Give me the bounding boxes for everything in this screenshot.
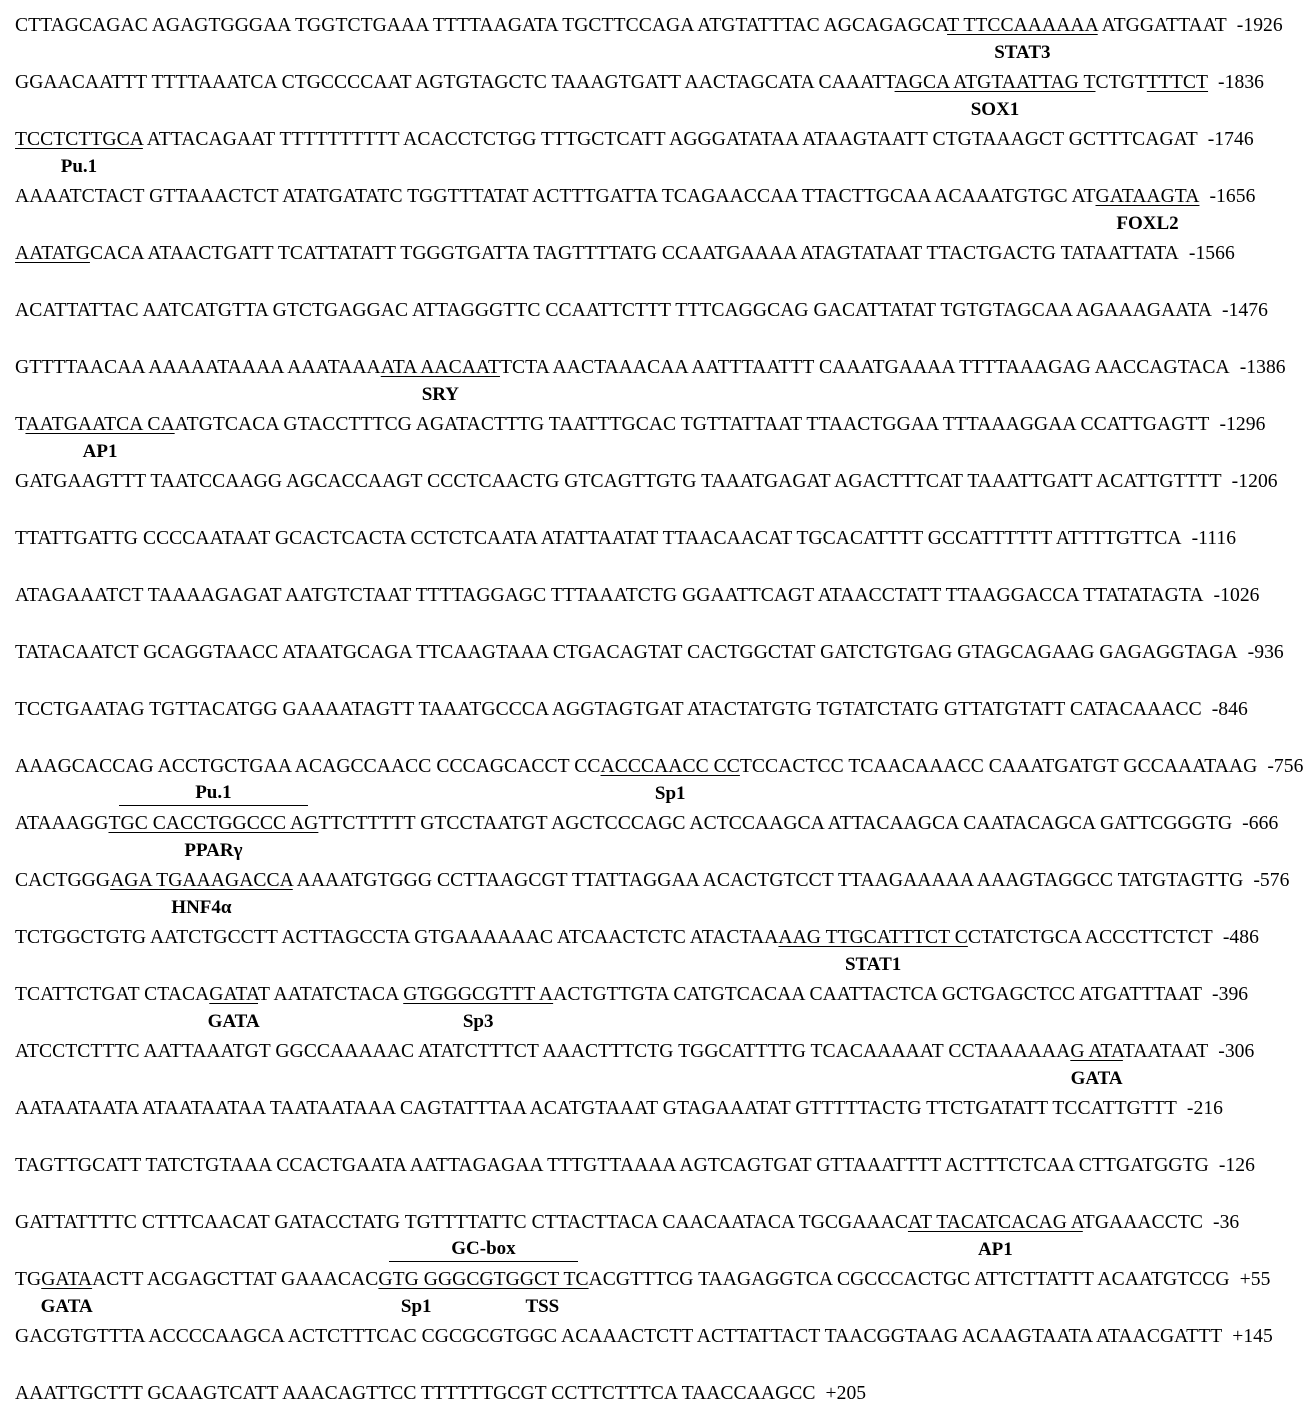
sequence-text: ATAAAGG [15, 813, 109, 834]
position-number: -1746 [1207, 129, 1254, 150]
sequence-line [15, 299, 1268, 323]
sequence-text: ATGTCACA GTACCTTTCG AGATACTTTG TAATTTGCAC TGTTATTAAT TTAACTGGAA TTTAAAGGAA CCATTGAGTT [174, 414, 1210, 435]
sequence-text: ATCCTCTTTC AATTAAATGT GGCCAAAAAC ATATCTTTCT AAACTTTCTG TGGCATTTTG TCACAAAAAT CCTAAAAAA [15, 1041, 1071, 1062]
sequence-line [15, 413, 1266, 437]
position-number: -1926 [1236, 15, 1283, 36]
tf-label: AP1 [82, 441, 118, 462]
sequence-text: GATTATTTTC CTTTCAACAT GATACCTATG TGTTTTATTC CTTACTTACA CAACAATACA TGCGAAAC [15, 1212, 908, 1233]
tf-label: Pu.1 [60, 156, 98, 177]
binding-site: AT TACATCACAG A [907, 1212, 1083, 1233]
sequence-text: TG [15, 1269, 42, 1290]
sequence-line [15, 1097, 1260, 1121]
sequence-line [15, 1040, 1260, 1064]
sequence-line [15, 71, 1265, 95]
sequence-line [15, 641, 1284, 665]
sequence-line [15, 1211, 1260, 1235]
sequence-text: AAAATCTACT GTTAAACTCT ATATGATATC TGGTTTATAT ACTTTGATTA TCAGAACCAA TTACTTGCAA ACAAATGTGC AT [15, 186, 1096, 207]
binding-site: ACCCAACC CC [600, 756, 740, 777]
tf-label: STAT1 [844, 954, 902, 975]
binding-site: TTTCT [1146, 72, 1209, 93]
sequence-line [15, 242, 1260, 266]
sequence-line [15, 812, 1279, 836]
sequence-text: T [15, 414, 26, 435]
sequence-text: GTTTTAACAA AAAAATAAAA AAATAAA [15, 357, 381, 378]
binding-site: AATGAATCA CA [25, 414, 175, 435]
tf-label: HNF4α [171, 897, 232, 918]
position-number: -1836 [1218, 72, 1265, 93]
tf-label: FOXL2 [1116, 213, 1179, 234]
sequence-text: TCTGGCTGTG AATCTGCCTT ACTTAGCCTA GTGAAAAAAC ATCAACTCTC ATACTAA [15, 927, 779, 948]
sequence-line [15, 584, 1260, 608]
sequence-text: T AATATCTACA [258, 984, 404, 1005]
sequence-text: GGAACAATTT TTTTAAATCA CTGCCCCAAT AGTGTAGCTC TAAAGTGATT AACTAGCATA CAAATT [15, 72, 895, 93]
binding-site: GTG GGGCGTGGCT TC [378, 1269, 589, 1290]
tf-label: Pu.1 [195, 782, 232, 803]
sequence-text: GACGTGTTTA ACCCCAAGCA ACTCTTTCAC CGCGCGTGGC ACAAACTCTT ACTTATTACT TAACGGTAAG ACAAGTAATA ATAACGATTT [15, 1326, 1223, 1347]
sequence-line [15, 356, 1286, 380]
sequence-line [15, 755, 1303, 779]
sequence-text: CACA ATAACTGATT TCATTATATT TGGGTGATTA TAGTTTTATG CCAATGAAAA ATAGTATAAT TTACTGACTG TATAATTATA [89, 243, 1179, 264]
binding-site: GTGGGCGTTT A [403, 984, 554, 1005]
tf-label: GATA [40, 1296, 93, 1317]
position-number: -1206 [1231, 471, 1278, 492]
position-number: -1656 [1209, 186, 1256, 207]
sequence-text: GATGAAGTTT TAATCCAAGG AGCACCAAGT CCCTCAACTG GTCAGTTGTG TAAATGAGAT AGACTTTCAT TAAATTGATT ACATTGTTTT [15, 471, 1222, 492]
position-number: -486 [1222, 927, 1259, 948]
tf-label: Sp1 [654, 783, 686, 804]
tf-label: SRY [421, 384, 460, 405]
binding-site: AGA TGAAAGACCA [110, 870, 293, 891]
position-number: -36 [1213, 1212, 1240, 1233]
sequence-line [15, 14, 1283, 38]
label-overline [119, 805, 308, 806]
position-number: -1296 [1219, 414, 1266, 435]
position-number: -756 [1267, 756, 1303, 777]
position-number: -306 [1218, 1041, 1255, 1062]
sequence-text: AAATTGCTTT GCAAGTCATT AAACAGTTCC TTTTTTGCGT CCTTCTTTCA TAACCAAGCC [15, 1383, 816, 1404]
sequence-text: ATTACAGAAT TTTTTTTTTT ACACCTCTGG TTTGCTCATT AGGGATATAA ATAAGTAATT CTGTAAAGCT GCTTTCAGAT [142, 129, 1198, 150]
position-number: -126 [1218, 1155, 1255, 1176]
position-number: -1026 [1213, 585, 1260, 606]
sequence-line [15, 1382, 1260, 1406]
tf-label: GC-box [451, 1238, 516, 1259]
binding-site: TGC CACCTGGCCC AG [108, 813, 319, 834]
sequence-text: ACTT ACGAGCTTAT GAAACAC [92, 1269, 379, 1290]
sequence-text: ACTGTTGTA CATGTCACAA CAATTACTCA GCTGAGCTCC ATGATTTAAT [553, 984, 1203, 1005]
sequence-text: ATAGAAATCT TAAAAGAGAT AATGTCTAAT TTTTAGGAGC TTTAAATCTG GGAATTCAGT ATAACCTATT TTAAGGACCA TTATATAGTA [15, 585, 1204, 606]
tf-label: Sp1 [400, 1296, 432, 1317]
sequence-line [15, 698, 1260, 722]
position-number: -1386 [1239, 357, 1286, 378]
sequence-line [15, 983, 1260, 1007]
tf-label: TSS [525, 1296, 560, 1317]
position-number: +205 [825, 1383, 867, 1404]
sequence-text: TCCTGAATAG TGTTACATGG GAAAATAGTT TAAATGCCCA AGGTAGTGAT ATACTATGTG TGTATCTATG GTTATGTATT CATACAAACC [15, 699, 1202, 720]
sequence-text: ATGGATTAAT [1097, 15, 1227, 36]
sequence-text: TGAAACCTC [1082, 1212, 1203, 1233]
position-number: -936 [1247, 642, 1284, 663]
sequence-text: TCTA AACTAAACAA AATTTAATTT CAAATGAAAA TTTTAAAGAG AACCAGTACA [499, 357, 1230, 378]
sequence-text: CTTAGCAGAC AGAGTGGGAA TGGTCTGAAA TTTTAAGATA TGCTTCCAGA ATGTATTTAC AGCAGAGCA [15, 15, 948, 36]
tf-label: AP1 [977, 1239, 1013, 1260]
sequence-text: TAGTTGCATT TATCTGTAAA CCACTGAATA AATTAGAGAA TTTGTTAAAA AGTCAGTGAT GTTAAATTTT ACTTTCTCAA CTTGATGGTG [15, 1155, 1209, 1176]
position-number: -396 [1212, 984, 1249, 1005]
position-number: -216 [1186, 1098, 1224, 1119]
sequence-line [15, 470, 1278, 494]
position-number: +145 [1232, 1326, 1273, 1347]
sequence-text: TTCTTTTT GTCCTAATGT AGCTCCCAGC ACTCCAAGCA ATTACAAGCA CAATACAGCA GATTCGGGTG [318, 813, 1233, 834]
binding-site: GATA [41, 1269, 93, 1290]
sequence-text: ACATTATTAC AATCATGTTA GTCTGAGGAC ATTAGGGTTC CCAATTCTTT TTTCAGGCAG GACATTATAT TGTGTAGCAA AGAAAGAATA [15, 300, 1212, 321]
sequence-text: AAAATGTGGG CCTTAAGCGT TTATTAGGAA ACACTGTCCT TTAAGAAAAA AAAGTAGGCC TATGTAGTTG [292, 870, 1244, 891]
sequence-line [15, 527, 1260, 551]
sequence-line [15, 128, 1260, 152]
binding-site: ATA AACAAT [380, 357, 500, 378]
position-number: -1566 [1188, 243, 1235, 264]
tf-label: SOX1 [970, 99, 1020, 120]
tf-label: GATA [207, 1011, 260, 1032]
sequence-text: TAATAAT [1122, 1041, 1209, 1062]
sequence-text: ACGTTTCG TAAGAGGTCA CGCCCACTGC ATTCTTATTT ACAATGTCCG [588, 1269, 1230, 1290]
tf-label: GATA [1070, 1068, 1123, 1089]
sequence-line [15, 185, 1260, 209]
binding-site: AATATG [15, 243, 90, 264]
binding-site: AGCA ATGTAATTAG T [894, 72, 1096, 93]
sequence-line [15, 1268, 1271, 1292]
tf-label: STAT3 [994, 42, 1051, 63]
sequence-text: CACTGGG [15, 870, 111, 891]
sequence-text: AAAGCACCAG ACCTGCTGAA ACAGCCAACC CCCAGCACCT CC [15, 756, 601, 777]
binding-site: T TTCCAAAAAA [947, 15, 1098, 36]
tf-label: PPARγ [184, 840, 243, 861]
sequence-line [15, 1154, 1260, 1178]
tf-label: Sp3 [462, 1011, 494, 1032]
sequence-text: CTATCTGCA ACCCTTCTCT [967, 927, 1213, 948]
binding-site: GATAAGTA [1095, 186, 1200, 207]
sequence-line [15, 926, 1260, 950]
position-number: -666 [1242, 813, 1279, 834]
binding-site: AAG TTGCATTTCT C [778, 927, 968, 948]
binding-site: G ATA [1070, 1041, 1123, 1062]
label-overline [389, 1261, 578, 1262]
sequence-line [15, 1325, 1273, 1349]
position-number: -1476 [1222, 300, 1268, 321]
position-number: -846 [1211, 699, 1248, 720]
position-number: +55 [1239, 1269, 1271, 1290]
sequence-text: TATACAATCT GCAGGTAACC ATAATGCAGA TTCAAGTAAA CTGACAGTAT CACTGGCTAT GATCTGTGAG GTAGCAGAAG GAGAGGTAGA [15, 642, 1238, 663]
position-number: -1116 [1191, 528, 1237, 549]
binding-site: TCCTCTTGCA [15, 129, 143, 150]
binding-site: GATA [209, 984, 258, 1005]
sequence-text: CTGT [1095, 72, 1147, 93]
sequence-line [15, 869, 1290, 893]
position-number: -576 [1253, 870, 1290, 891]
sequence-text: TTATTGATTG CCCCAATAAT GCACTCACTA CCTCTCAATA ATATTAATAT TTAACAACAT TGCACATTTT GCCATTTTTT ATTTTGTTCA [15, 528, 1182, 549]
sequence-text: AATAATAATA ATAATAATAA TAATAATAAA CAGTATTTAA ACATGTAAAT GTAGAAATAT GTTTTTACTG TTCTGATATT TCCATTGTTT [15, 1098, 1177, 1119]
sequence-text: TCCACTCC TCAACAAACC CAAATGATGT GCCAAATAAG [739, 756, 1258, 777]
sequence-text: TCATTCTGAT CTACA [15, 984, 210, 1005]
